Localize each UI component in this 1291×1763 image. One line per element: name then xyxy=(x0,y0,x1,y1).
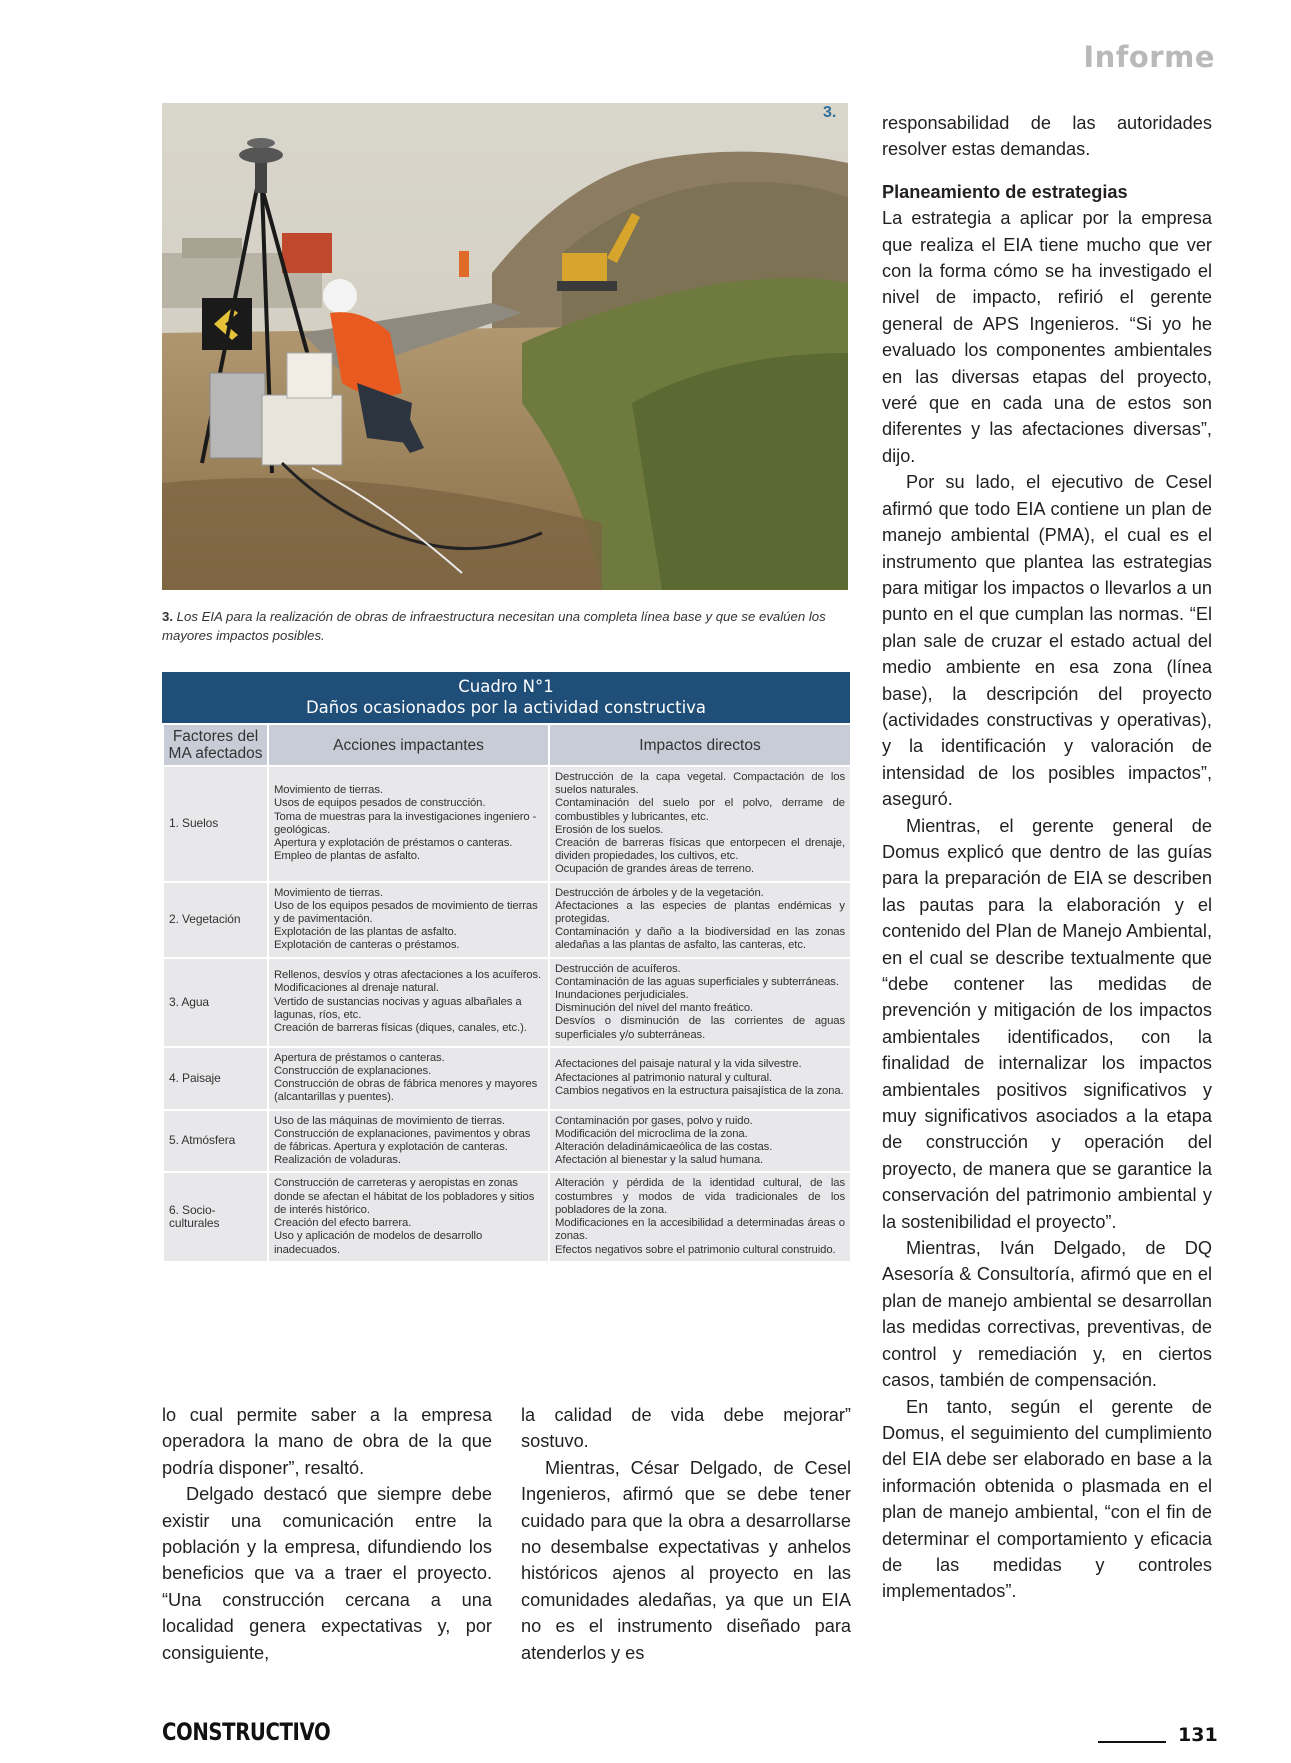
impactos-cell xyxy=(549,882,851,958)
acciones-line: Modificaciones al drenaje natural. xyxy=(274,982,439,995)
acciones-cell xyxy=(268,958,549,1047)
impactos-cell xyxy=(549,1172,851,1261)
factor-cell: 4. Paisaje xyxy=(163,1047,268,1110)
impactos-line: Modificación del microclima de la zona. xyxy=(555,1127,748,1140)
impactos-line: Alteración deladinámicaeólica de las costas. xyxy=(555,1141,773,1154)
caption-text: Los EIA para la realización de obras de infraestructura necesitan una completa línea base y que se evalúen los mayores impactos posibles. xyxy=(162,609,826,643)
impact-table xyxy=(162,723,852,1263)
caption-number: 3. xyxy=(162,609,173,624)
paragraph: responsabilidad de las autoridades resolver estas demandas. xyxy=(882,113,1212,160)
impactos-line: Contaminación y daño a la biodiversidad en las zonas aledañas a las plantas de asfalto, las canteras, etc. xyxy=(555,926,845,952)
acciones-line: Uso de los equipos pesados de movimiento de tierras y de pavimentación. xyxy=(274,899,538,926)
impactos-line: Alteración y pérdida de la identidad cultural, de las costumbres y modos de vida tradicionales de los pobladores de la zona. xyxy=(555,1177,845,1216)
impactos-line: Efectos negativos sobre el patrimonio cultural construido. xyxy=(555,1243,836,1256)
section-label: Informe xyxy=(1083,40,1215,74)
impactos-line: Ocupación de grandes áreas de terreno. xyxy=(555,863,755,876)
acciones-line: Construcción de obras de fábrica menores y mayores (alcantarillas y puentes). xyxy=(274,1078,538,1104)
impactos-line: Contaminación del suelo por el polvo, derrame de combustibles y lubricantes, etc. xyxy=(555,797,845,823)
acciones-line: Empleo de plantas de asfalto. xyxy=(274,850,420,863)
page-number: 131 xyxy=(1178,1724,1218,1746)
impactos-cell xyxy=(549,958,851,1047)
paragraph: la calidad de vida debe mejorar” sostuvo. xyxy=(521,1405,851,1452)
photo-number: 3. xyxy=(823,104,837,121)
acciones-line: Creación de barreras físicas (diques, canales, etc.). xyxy=(274,1022,527,1035)
acciones-cell xyxy=(268,1047,549,1110)
column-left xyxy=(162,1402,492,1666)
acciones-line: Construcción de explanaciones, pavimentos y obras de fábricas. Apertura y explotación de canteras. xyxy=(274,1127,531,1154)
factor-cell: 3. Agua xyxy=(163,958,268,1047)
paragraph: Por su lado, el ejecutivo de Cesel afirmó que todo EIA contiene un plan de manejo ambiental (PMA), el cual es el instrumento que plantea las estrategias para mitigar los impactos o llevarlos a un punto en el que cumplan las normas. “El plan sale de cruzar el estado actual del medio ambiente en esa zona (línea base), la descripción del proyecto (actividades constructivas y operativas), y la identificación y valoración de intensidad de los posibles impactos”, aseguró. xyxy=(882,472,1212,810)
table-row xyxy=(163,1047,851,1110)
acciones-cell xyxy=(268,766,549,882)
paragraph: Mientras, Iván Delgado, de DQ Asesoría & Consultoría, afirmó que en el plan de manejo ambiental se desarrollan las medidas correctivas, preventivas, de control y remediación y, en ciertos casos, también de compensación. xyxy=(882,1238,1212,1391)
table-header xyxy=(162,672,850,723)
acciones-line: Uso y aplicación de modelos de desarrollo inadecuados. xyxy=(274,1230,483,1256)
impactos-cell xyxy=(549,1047,851,1110)
acciones-line: Movimiento de tierras. xyxy=(274,886,383,899)
paragraph: Mientras, César Delgado, de Cesel Ingenieros, afirmó que se debe tener cuidado para que la obra a desarrollarse no desembalse expectativas y anhelos históricos ajenos al proyecto en las comunidades aledañas, ya que un EIA no es el instrumento diseñado para atenderlos y es xyxy=(521,1457,851,1663)
impactos-line: Disminución del nivel del manto freático. xyxy=(555,1002,754,1015)
impactos-line: Afectaciones del paisaje natural y la vida silvestre. xyxy=(555,1058,802,1071)
acciones-cell xyxy=(268,882,549,958)
column-middle xyxy=(521,1402,851,1666)
table-row xyxy=(163,1110,851,1173)
impactos-line: Destrucción de árboles y de la vegetación. xyxy=(555,886,764,899)
paragraph: La estrategia a aplicar por la empresa que realiza el EIA tiene mucho que ver con la forma cómo se ha investigado el nivel de impacto, refirió el gerente general de APS Ingenieros. “Si yo he evaluado los componentes ambientales en las diversas etapas del proyecto, veré que en cada una de estos son diferentes y las afectaciones diversas”, dijo. xyxy=(882,208,1212,466)
table-row xyxy=(163,766,851,882)
column-header-factores: Factores del MA afectados xyxy=(163,724,268,766)
factor-cell: 2. Vegetación xyxy=(163,882,268,958)
table-row xyxy=(163,1172,851,1261)
impactos-line: Cambios negativos en la estructura paisajística de la zona. xyxy=(555,1084,844,1097)
acciones-line: Creación del efecto barrera. xyxy=(274,1217,412,1230)
photo-caption xyxy=(162,607,852,645)
impactos-line: Contaminación de las aguas superficiales y subterráneas. xyxy=(555,975,839,988)
table-subtitle: Daños ocasionados por la actividad constructiva xyxy=(305,698,707,717)
impactos-line: Afectaciones al patrimonio natural y cultural. xyxy=(555,1071,773,1084)
table-row xyxy=(163,958,851,1047)
factor-cell: 5. Atmósfera xyxy=(163,1110,268,1173)
impactos-line: Contaminación por gases, polvo y ruido. xyxy=(555,1114,753,1127)
acciones-line: Construcción de explanaciones. xyxy=(274,1065,432,1078)
impactos-line: Creación de barreras físicas que entorpecen el drenaje, dividen propiedades, los cultivos, etc. xyxy=(555,837,845,863)
impactos-line: Destrucción de la capa vegetal. Compactación de los suelos naturales. xyxy=(555,771,845,797)
paragraph: Delgado destacó que siempre debe existir una comunicación entre la población y la empresa, difundiendo los beneficios que va a traer el proyecto. “Una construcción cercana a una localidad genera expectativas y, por consiguiente, xyxy=(162,1484,492,1663)
acciones-line: Movimiento de tierras. xyxy=(274,784,383,797)
magazine-brand: CONSTRUCTIVO xyxy=(162,1718,331,1746)
paragraph: Mientras, el gerente general de Domus explicó que dentro de las guías para la preparación de EIA se describen las pautas para la elaboración y el contenido del Plan de Manejo Ambiental, en el cual se describe textualmente que “debe contener las medidas de prevención y mitigación de los impactos ambientales identificados, con la finalidad de internalizar los impactos ambientales positivos significativos y muy significativos asociados a la etapa de construcción y operación del proyecto, de manera que se garantice la conservación del patrimonio ambiental y la sostenibilidad el proyecto”. xyxy=(882,815,1212,1232)
subheading: Planeamiento de estrategias xyxy=(882,181,1128,202)
impactos-line: Erosión de los suelos. xyxy=(555,823,664,836)
acciones-line: Toma de muestras para la investigaciones ingeniero -geológicas. xyxy=(274,810,537,836)
impactos-line: Modificaciones en la accesibilidad a determinadas áreas o zonas. xyxy=(555,1217,845,1243)
acciones-line: Realización de voladuras. xyxy=(274,1154,401,1167)
acciones-line: Usos de equipos pesados de construcción. xyxy=(274,797,486,810)
acciones-line: Construcción de carreteras y aeropistas en zonas donde se afectan el hábitat de los pobladores y sitios de interés histórico. xyxy=(274,1177,535,1216)
acciones-line: Apertura de préstamos o canteras. xyxy=(274,1051,445,1064)
acciones-line: Uso de las máquinas de movimiento de tierras. xyxy=(274,1114,505,1127)
impactos-line: Destrucción de acuíferos. xyxy=(555,962,681,975)
acciones-line: Vertido de sustancias nocivas y aguas albañales a lagunas, ríos, etc. xyxy=(274,995,522,1021)
acciones-cell xyxy=(268,1110,549,1173)
impactos-line: Afectación al bienestar y la salud humana. xyxy=(555,1154,764,1167)
paragraph: lo cual permite saber a la empresa operadora la mano de obra de la que podría disponer”, resaltó. xyxy=(162,1405,492,1478)
acciones-line: Apertura y explotación de préstamos o canteras. xyxy=(274,837,513,850)
table-title: Cuadro N°1 xyxy=(458,677,554,696)
factor-cell: 1. Suelos xyxy=(163,766,268,882)
acciones-line: Rellenos, desvíos y otras afectaciones a los acuíferos. xyxy=(274,969,542,982)
impactos-line: Desvíos o disminución de las corrientes de aguas superficiales y/o subterráneas. xyxy=(555,1015,845,1041)
cuadro-table xyxy=(162,672,850,1263)
acciones-line: Explotación de canteras o préstamos. xyxy=(274,939,460,952)
page-rule xyxy=(1098,1741,1166,1743)
site-photo xyxy=(162,103,848,590)
acciones-cell xyxy=(268,1172,549,1261)
column-header-impactos: Impactos directos xyxy=(549,724,851,766)
impactos-line: Inundaciones perjudiciales. xyxy=(555,989,689,1002)
column-right xyxy=(882,110,1212,1605)
paragraph: En tanto, según el gerente de Domus, el seguimiento del cumplimiento del EIA debe ser elaborado en base a la información obtenida o plasmada en el plan de manejo ambiental, “con el fin de determinar el comportamiento y eficacia de las medidas y controles implementados”. xyxy=(882,1396,1212,1602)
factor-cell: 6. Socio-culturales xyxy=(163,1172,268,1261)
impactos-cell xyxy=(549,766,851,882)
column-header-acciones: Acciones impactantes xyxy=(268,724,549,766)
impactos-line: Afectaciones a las especies de plantas endémicas y protegidas. xyxy=(555,899,845,926)
table-row xyxy=(163,882,851,958)
impactos-cell xyxy=(549,1110,851,1173)
acciones-line: Explotación de las plantas de asfalto. xyxy=(274,926,457,939)
